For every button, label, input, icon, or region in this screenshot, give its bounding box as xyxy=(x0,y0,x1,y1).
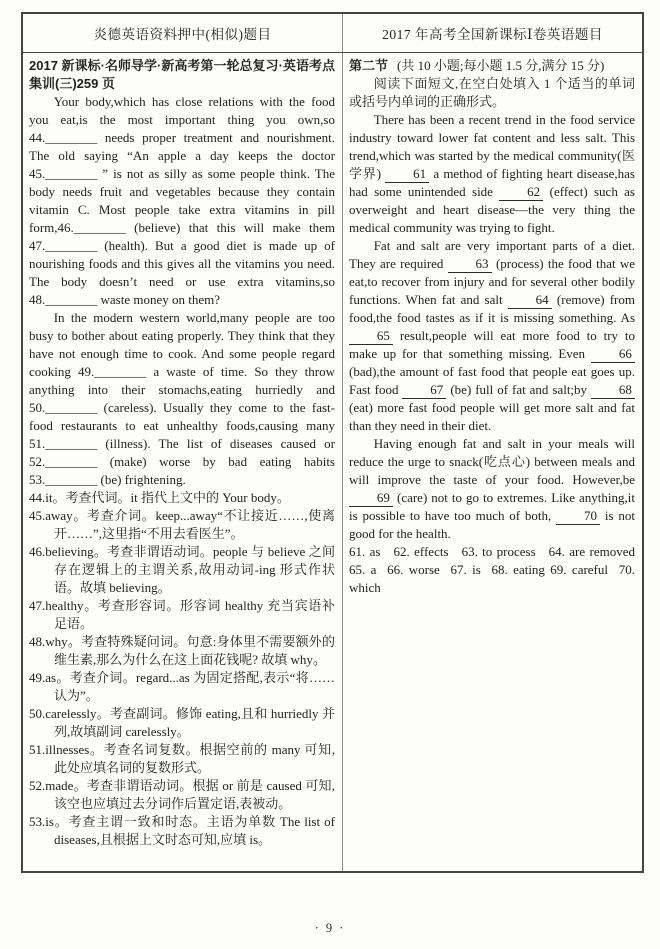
left-column-cell xyxy=(23,53,343,871)
left-answers xyxy=(29,489,335,849)
section-heading xyxy=(349,57,635,75)
fill-blank-68: 68 xyxy=(591,382,635,399)
passage-paragraph: Your body,which has close relations with the food you eat,is the most important thing you own,so 44.________ needs proper treatment and nourishment. The old saying “An apple a day keeps the doctor 45.________ ” is not as silly as some people think. The body needs fruit and vegetables because they contain vitamin C. Most people take extra vitamins in pill form,46.________ (believe) that this will make them 47.________ (health). But a good diet is made up of nourishing foods and this gives all the vitamins you need. The body doesn’t need or use extra vitamins,so 48.________ waste money on them? xyxy=(29,94,335,307)
answer-number: 51. xyxy=(29,742,46,757)
answer-number: 47. xyxy=(29,598,46,613)
fill-blank-64: 64 xyxy=(508,292,552,309)
answer-item-51: 51.illnesses。考查名词复数。根据空前的 many 可知,此处应填名词的复数形式。 xyxy=(29,742,335,775)
table-body-row xyxy=(23,53,642,871)
right-answer-line: 61. as 62. effects 63. to process 64. are removed 65. a 66. worse 67. is 68. eating 69. careful 70. which xyxy=(349,544,642,595)
answer-item-49: 49.as。考查介词。regard...as 为固定搭配,表示“将……认为”。 xyxy=(29,670,335,703)
fill-blank-70: 70 xyxy=(556,508,600,525)
answer-number: 52. xyxy=(29,778,46,793)
left-passage xyxy=(29,93,335,489)
fill-blank-65: 65 xyxy=(349,328,393,345)
answer-item-50: 50.carelessly。考查副词。修饰 eating,且和 hurriedly 并列,故填副词 carelessly。 xyxy=(29,706,335,739)
passage-paragraph: In the modern western world,many people are too busy to bother about eating properly. They think that they have not enough time to cook. And some people regard cooking 49.________ a waste of time. So they throw anything into their stomachs,eating hurriedly and 50.________ (careless). Usually they come to the fast-food restaurants to eat unhealthy foods,causing many 51.________ (illness). The list of diseases caused or 52.________ (make) worse by bad eating habits 53.________ (be) frightening. xyxy=(29,310,335,487)
answer-number: 48. xyxy=(29,634,46,649)
answer-number: 44. xyxy=(29,490,46,505)
answer-number: 50. xyxy=(29,706,46,721)
table-header-row xyxy=(23,14,642,53)
fill-blank-66: 66 xyxy=(591,346,635,363)
answer-item-45: 45.away。考查介词。keep...away“不让接近……,使离开……”,这里指“不用去看医生”。 xyxy=(29,508,335,541)
answer-item-44: 44.it。考查代词。it 指代上文中的 Your body。 xyxy=(29,490,290,505)
section-label: 第二节 xyxy=(349,58,389,73)
header-right-title: 2017 年高考全国新课标Ⅰ卷英语题目 xyxy=(382,27,603,42)
answer-item-46: 46.believing。考查非谓语动词。people 与 believe 之间存在逻辑上的主谓关系,故用动词-ing 形式作状语。故填 believing。 xyxy=(29,544,335,595)
answer-item-48: 48.why。考查特殊疑问词。句意:身体里不需要额外的维生素,那么为什么在这上面花钱呢? 故填 why。 xyxy=(29,634,335,667)
right-passage xyxy=(349,111,635,543)
header-left-title: 炎德英语资料押中(相似)题目 xyxy=(23,14,343,52)
answer-item-52: 52.made。考查非谓语动词。根据 or 前是 caused 可知,该空也应填过去分词作后置定语,表被动。 xyxy=(29,778,335,811)
fill-blank-63: 63 xyxy=(448,256,492,273)
instruction-text: 阅读下面短文,在空白处填入 1 个适当的单词或括号内单词的正确形式。 xyxy=(349,76,635,109)
page-number: · 9 · xyxy=(314,921,346,935)
comparison-table xyxy=(21,12,644,873)
answer-number: 49. xyxy=(29,670,46,685)
fill-blank-69: 69 xyxy=(349,490,393,507)
passage-paragraph: Having enough fat and salt in your meals will reduce the urge to snack(吃点心) between meals and will improve the taste of your food. However,be 69 (care) not to go to extremes. Like anything,it is possible to have too much of both, 70 is not good for the health. xyxy=(349,436,635,541)
passage-paragraph: There has been a recent trend in the food service industry toward lower fat content and less salt. This trend,which was started by the medical community(医学界) 61 a method of fighting heart disease,has had some unintended side 62 (effect) such as overweight and heart disease—the very thing the medical community was trying to fight. xyxy=(349,112,635,235)
fill-blank-61: 61 xyxy=(385,166,429,183)
right-column-cell xyxy=(343,53,642,871)
source-title: 2017 新课标·名师导学·新高考第一轮总复习·英语考点集训(三)259 页 xyxy=(29,58,335,91)
answer-item-47: 47.healthy。考查形容词。形容词 healthy 充当宾语补足语。 xyxy=(29,598,335,631)
fill-blank-67: 67 xyxy=(402,382,446,399)
answer-number: 53. xyxy=(29,814,46,829)
answer-number: 45. xyxy=(29,508,46,523)
passage-paragraph: Fat and salt are very important parts of a diet. They are required 63 (process) the food that we eat,to recover from injury and for several other bodily functions. When fat and salt 64 (remove) from food,the food tastes as if it is missing something. As 65 result,people will eat more food to try to make up for that something missing. Even 66 (bad),the amount of fast food that people eat goes up. Fast food 67 (be) full of fat and salt;by 68 (eat) more fast food people will get more salt and fat than they need in their diet. xyxy=(349,238,636,433)
answer-number: 46. xyxy=(29,544,46,559)
fill-blank-62: 62 xyxy=(499,184,543,201)
answer-item-53: 53.is。考查主谓一致和时态。主语为单数 The list of diseases,且根据上文时态可知,应填 is。 xyxy=(29,814,335,847)
section-score: (共 10 小题;每小题 1.5 分,满分 15 分) xyxy=(397,58,605,73)
